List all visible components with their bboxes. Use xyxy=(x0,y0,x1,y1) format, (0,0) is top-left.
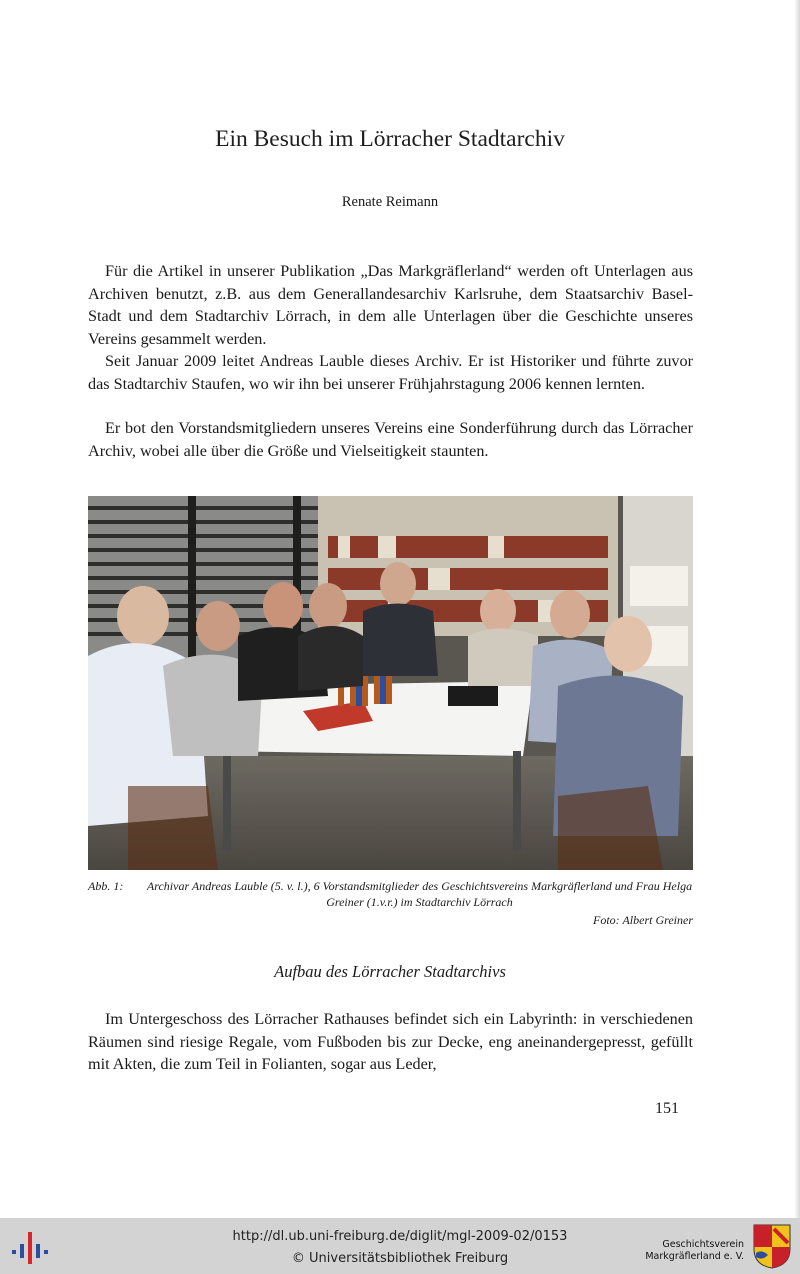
footer-bar xyxy=(0,1218,800,1274)
article-title: Ein Besuch im Lörracher Stadtarchiv xyxy=(215,126,565,152)
paragraph-1: Für die Artikel in unserer Publikation „Das Markgräflerland“ werden oft Unterlagen aus Archiven benutzt, z.B. aus dem Generallandesarchiv Karlsruhe, dem Staatsarchiv Basel-Stadt und dem Stadtarchiv Lörrach, in dem alle Unterlagen über die Geschichte unseres Vereins gesammelt werden. xyxy=(88,262,693,348)
document-url-link[interactable]: http://dl.ub.uni-freiburg.de/diglit/mgl-2009-02/0153 xyxy=(232,1229,568,1244)
figure-label: Abb. 1: xyxy=(88,879,124,893)
copyright-text: © Universitätsbibliothek Freiburg xyxy=(291,1251,509,1266)
section-heading: Aufbau des Lörracher Stadtarchivs xyxy=(274,962,506,981)
group-photo-illustration xyxy=(88,496,693,870)
figure-caption-text: Archivar Andreas Lauble (5. v. l.), 6 Vorstandsmitglieder des Geschichtsvereins Markgräflerland und Frau Helga Greiner (1.v.r.) im Stadtarchiv Lörrach xyxy=(146,879,693,909)
org-line-1: Geschichtsverein xyxy=(662,1239,744,1250)
org-name xyxy=(645,1239,744,1263)
page-edge-shadow xyxy=(794,0,800,1218)
article-author: Renate Reimann xyxy=(341,194,439,210)
paragraph-3: Er bot den Vorstandsmitgliedern unseres Vereins eine Sonderführung durch das Lörracher Archiv, wobei alle über die Größe und Vielseitigkeit staunten. xyxy=(88,419,693,460)
coat-of-arms-icon xyxy=(752,1223,792,1269)
photo-credit: Foto: Albert Greiner xyxy=(593,913,693,927)
group-photo xyxy=(88,496,693,870)
org-line-2: Markgräflerland e. V. xyxy=(645,1251,744,1262)
page-number: 151 xyxy=(655,1100,679,1117)
section-paragraph: Im Untergeschoss des Lörracher Rathauses befindet sich ein Labyrinth: in verschiedenen Räumen sind riesige Regale, vom Fußboden bis zur Decke, eng aneinandergepresst, gefüllt mit Akten, die zum Teil in Folianten, sogar aus Leder, xyxy=(88,1010,693,1073)
paragraph-2: Seit Januar 2009 leitet Andreas Lauble dieses Archiv. Er ist Historiker und führte zuvor das Stadtarchiv Staufen, wo wir ihn bei unserer Frühjahrstagung 2006 kennen lernten. xyxy=(88,352,693,393)
